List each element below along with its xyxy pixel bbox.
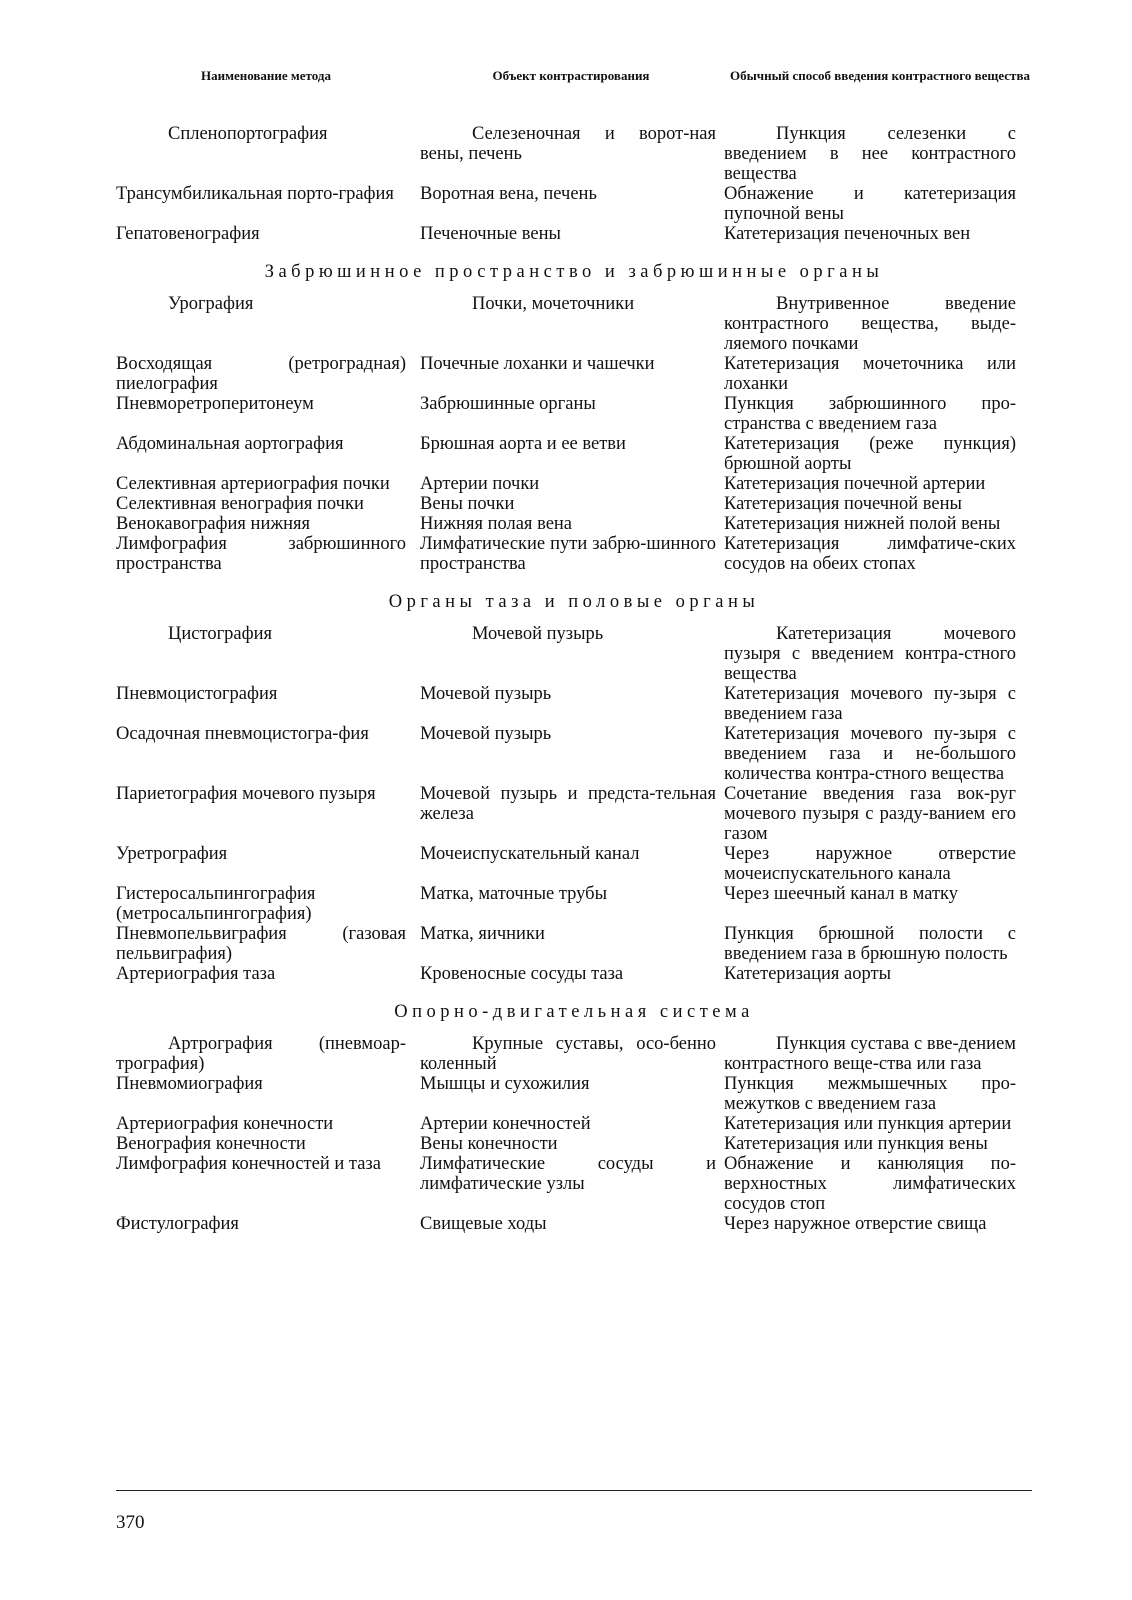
footer-rule (116, 1490, 1032, 1491)
table-row (116, 964, 1032, 984)
section-title: Органы таза и половые органы (388, 592, 760, 612)
cell-route: Катетеризация почечной вены (724, 494, 962, 514)
cell-method: Артериография конечности (116, 1114, 334, 1134)
section-title: Опорно-двигательная система (394, 1002, 754, 1022)
cell-route: Обнажение и катетеризация пупочной вены (724, 184, 1016, 224)
cell-route: Катетеризация или пункция артерии (724, 1114, 1012, 1134)
cell-route: Через наружное отверстие свища (724, 1214, 987, 1234)
cell-method: Абдоминальная аортография (116, 434, 344, 454)
table-row (116, 1034, 1032, 1074)
cell-route: Катетеризация печеночных вен (724, 224, 971, 244)
table-row (116, 124, 1032, 184)
cell-object: Артерии почки (420, 474, 540, 494)
cell-method: Пневмоцистография (116, 684, 278, 704)
table-row (116, 684, 1032, 724)
cell-route: Обнажение и канюляция по-верхностных лимфатических сосудов стоп (724, 1154, 1016, 1214)
cell-method: Уретрография (116, 844, 228, 864)
header-method: Наименование метода (201, 68, 331, 83)
cell-object: Артерии конечностей (420, 1114, 591, 1134)
cell-route: Пункция сустава с вве-дением контрастного веще-ства или газа (724, 1034, 1016, 1074)
table-row (116, 534, 1032, 574)
cell-object: Нижняя полая вена (420, 514, 573, 534)
cell-object: Мышцы и сухожилия (420, 1074, 590, 1094)
cell-object: Лимфатические пути забрю-шинного пространства (420, 534, 716, 574)
cell-object: Мочевой пузырь и предста-тельная железа (420, 784, 716, 824)
cell-method: Венография конечности (116, 1134, 306, 1154)
cell-object: Крупные суставы, осо-бенно коленный (420, 1034, 716, 1074)
table-row (116, 434, 1032, 474)
table-row (116, 224, 1032, 244)
table-row (116, 1214, 1032, 1234)
cell-object: Свищевые ходы (420, 1214, 547, 1234)
cell-route: Через наружное отверстие мочеиспускательного канала (724, 844, 1016, 884)
cell-route: Катетеризация или пункция вены (724, 1134, 988, 1154)
cell-method: Париетография мочевого пузыря (116, 784, 376, 804)
cell-method: Гистеросальпингография (метросальпингография) (116, 884, 316, 924)
header-object: Объект контрастирования (492, 68, 650, 83)
page-number: 370 (116, 1512, 145, 1533)
cell-route: Катетеризация нижней полой вены (724, 514, 1001, 534)
cell-method: Пневморетроперитонеум (116, 394, 314, 414)
table-row (116, 1154, 1032, 1214)
cell-method: Лимфография забрюшинного пространства (116, 534, 406, 574)
cell-route: Пункция селезенки с введением в нее контрастного вещества (724, 124, 1016, 184)
cell-object: Брюшная аорта и ее ветви (420, 434, 626, 454)
table-row (116, 1074, 1032, 1114)
cell-object: Мочевой пузырь (420, 684, 552, 704)
cell-object: Матка, яичники (420, 924, 545, 944)
section-title: Забрюшинное пространство и забрюшинные органы (264, 262, 884, 282)
table-row (116, 624, 1032, 684)
cell-method: Селективная артериография почки (116, 474, 390, 494)
cell-object: Воротная вена, печень (420, 184, 597, 204)
cell-method: Лимфография конечностей и таза (116, 1154, 381, 1174)
cell-method: Урография (168, 294, 254, 314)
cell-route: Катетеризация (реже пункция) брюшной аорты (724, 434, 1016, 474)
cell-route: Пункция забрюшинного про-странства с введением газа (724, 394, 1016, 434)
cell-route: Сочетание введения газа вок-руг мочевого пузыря с разду-ванием его газом (724, 784, 1016, 844)
cell-object: Мочевой пузырь (420, 724, 552, 744)
cell-method: Трансумбиликальная порто-графия (116, 184, 394, 204)
table-row (116, 354, 1032, 394)
cell-object: Кровеносные сосуды таза (420, 964, 624, 984)
cell-object: Почки, мочеточники (472, 294, 635, 314)
table-row (116, 474, 1032, 494)
cell-route: Катетеризация мочевого пу-зыря с введением газа (724, 684, 1016, 724)
table-row (116, 394, 1032, 434)
cell-route: Пункция межмышечных про-межутков с введением газа (724, 1074, 1016, 1114)
cell-method: Восходящая (ретроградная) пиелография (116, 354, 406, 394)
cell-object: Мочевой пузырь (472, 624, 604, 644)
cell-method: Гепатовенография (116, 224, 260, 244)
cell-method: Артериография таза (116, 964, 276, 984)
cell-method: Фистулография (116, 1214, 239, 1234)
cell-method: Спленопортография (168, 124, 328, 144)
cell-route: Катетеризация почечной артерии (724, 474, 986, 494)
table-row (116, 844, 1032, 884)
table-row (116, 184, 1032, 224)
cell-object: Печеночные вены (420, 224, 561, 244)
cell-method: Селективная венография почки (116, 494, 364, 514)
table-row (116, 924, 1032, 964)
cell-route: Катетеризация мочевого пу-зыря с введением газа и не-большого количества контра-стного вещества (724, 724, 1016, 784)
cell-method: Артрография (пневмоар-трография) (116, 1034, 406, 1074)
table-row (116, 724, 1032, 784)
table-row (116, 494, 1032, 514)
cell-route: Пункция брюшной полости с введением газа в брюшную полость (724, 924, 1016, 964)
cell-route: Катетеризация мочеточника или лоханки (724, 354, 1016, 394)
cell-object: Матка, маточные трубы (420, 884, 607, 904)
cell-object: Мочеиспускательный канал (420, 844, 640, 864)
cell-object: Селезеночная и ворот-ная вены, печень (420, 124, 716, 164)
cell-method: Венокавография нижняя (116, 514, 311, 534)
cell-method: Цистография (168, 624, 273, 644)
cell-object: Лимфатические сосуды и лимфатические узлы (420, 1154, 716, 1194)
table-row (116, 514, 1032, 534)
cell-route: Через шеечный канал в матку (724, 884, 959, 904)
cell-object: Почечные лоханки и чашечки (420, 354, 655, 374)
cell-method: Пневмопельвиграфия (газовая пельвиграфия) (116, 924, 406, 964)
cell-object: Вены почки (420, 494, 515, 514)
table-row (116, 294, 1032, 354)
header-route: Обычный способ введения контрастного вещества (730, 68, 1030, 83)
table-row (116, 1114, 1032, 1134)
table-row (116, 1134, 1032, 1154)
table-body (116, 124, 1032, 1234)
cell-method: Осадочная пневмоцистогра-фия (116, 724, 369, 744)
table-row (116, 884, 1032, 924)
cell-route: Катетеризация мочевого пузыря с введением контра-стного вещества (724, 624, 1016, 684)
cell-route: Катетеризация лимфатиче-ских сосудов на обеих стопах (724, 534, 1016, 574)
cell-method: Пневмомиография (116, 1074, 263, 1094)
cell-object: Забрюшинные органы (420, 394, 596, 414)
cell-route: Катетеризация аорты (724, 964, 892, 984)
cell-route: Внутривенное введение контрастного вещества, выде-ляемого почками (724, 294, 1016, 354)
table-row (116, 784, 1032, 844)
cell-object: Вены конечности (420, 1134, 558, 1154)
